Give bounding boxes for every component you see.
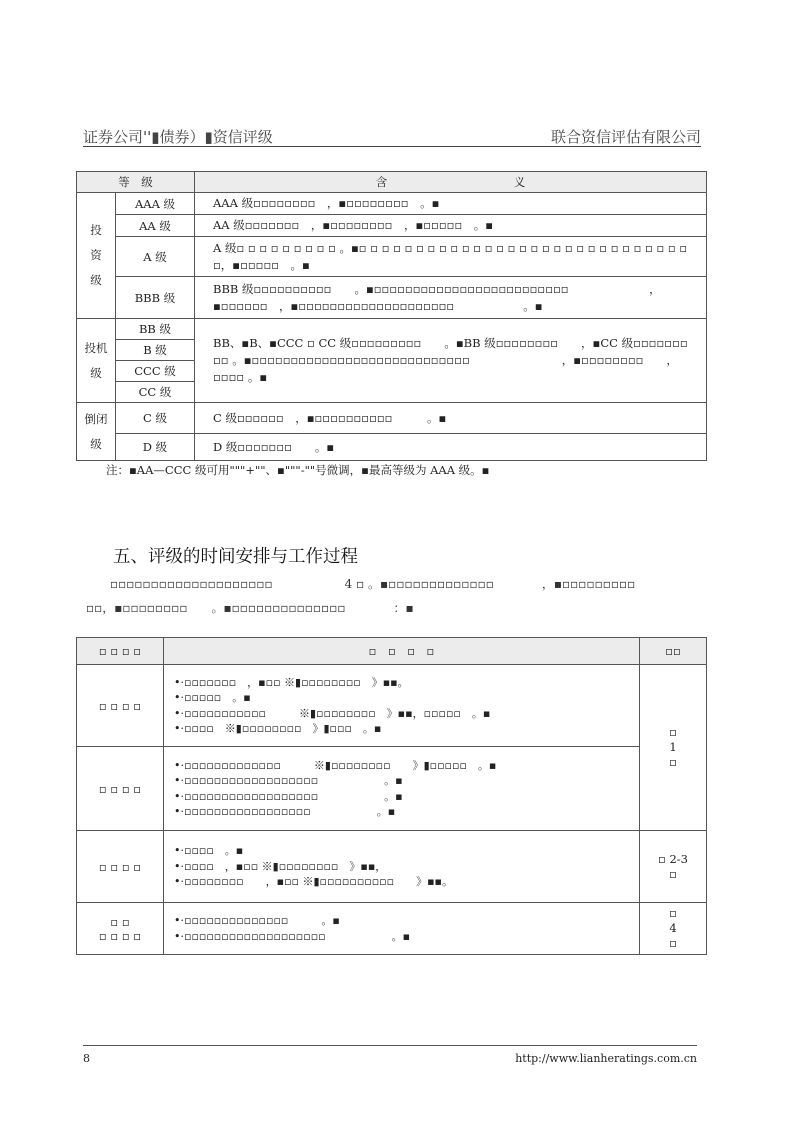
- grade-cell: AA 级: [116, 215, 195, 237]
- page-header: [83, 126, 701, 147]
- process-table: [76, 637, 707, 955]
- category-investment: 投 资 级: [77, 193, 116, 319]
- meaning-cell: A 级▫ ▫ ▫ ▫ ▫ ▫ ▫ ▫ ▫ 。▪▫ ▫ ▫ ▫ ▫ ▫ ▫ ▫ ▫ ▫ ▫ ▫ ▫ ▫ ▫ ▫ ▫ ▫ ▫ ▫ ▫ ▫ ▫ ▫ ▫ ▫ ▫ ▫ ▫ ▫，▪▫▫▫▫▫ 。▪: [195, 237, 707, 277]
- bullet-line: •·▫▫▫▫▫▫▫▫▫▫▫▫▫ ※▮▫▫▫▫▫▫▫▫ 》▮▫▫▫▫▫ 。▪: [174, 758, 497, 772]
- col-time-header: ▫▫: [640, 638, 707, 665]
- table-note: 注：▪AA—CCC 级可用"""+""、▪"""-""号微调，▪最高等级为 AAA 级。▪: [106, 463, 490, 477]
- paragraph-line: ▫▫▫▫▫▫▫▫▫▫▫▫▫▫▫▫▫▫▫▫ 4 ▫ 。▪▫▫▫▫▫▫▫▫▫▫▫▫▫ ，▪▫▫▫▫▫▫▫▫▫: [86, 577, 636, 591]
- header-title: 证券公司''▮债券）▮资信评级: [83, 128, 273, 146]
- section-title: 五、评级的时间安排与工作过程: [113, 547, 358, 567]
- col-grade-header: 等 级: [77, 172, 195, 193]
- stage-content: [164, 665, 640, 747]
- bullet-line: •·▫▫▫▫▫▫▫▫▫▫▫▫▫▫ 。▪: [174, 914, 340, 927]
- meaning-cell: AA 级▫▫▫▫▫▫▫ ，▪▫▫▫▫▫▫▫▫ ，▪▫▫▫▫▫ 。▪: [195, 215, 707, 237]
- bullet-line: •·▫▫▫▫▫▫▫▫▫▫▫ ※▮▫▫▫▫▫▫▫▫ 》▪▪，▫▫▫▫▫ 。▪: [174, 706, 491, 720]
- bullet-line: •·▫▫▫▫▫▫▫▫▫▫▫▫▫▫▫▫▫▫▫ 。▪: [174, 929, 411, 943]
- col-meaning-header: 含 义: [195, 172, 707, 193]
- time-cell: ▫ 1 ▫: [640, 665, 707, 831]
- category-speculative: 投机 级: [77, 319, 116, 403]
- meaning-cell: C 级▫▫▫▫▫▫ ，▪▫▫▫▫▫▫▫▫▫▫ 。▪: [195, 403, 707, 434]
- grade-cell: D 级: [116, 434, 195, 461]
- meaning-cell: D 级▫▫▫▫▫▫▫ 。▪: [195, 434, 707, 461]
- footer-url: http://www.lianheratings.com.cn: [515, 1052, 697, 1065]
- grade-cell: BB 级: [116, 319, 195, 340]
- meaning-cell: BB、▪B、▪CCC ▫ CC 级▫▫▫▫▫▫▫▫▫ 。▪BB 级▫▫▫▫▫▫▫▫ ，▪CC 级▫▫▫▫▫▫▫ ▫▫ 。▪▫▫▫▫▫▫▫▫▫▫▫▫▫▫▫▫▫▫▫▫▫▫▫▫▫▫▫▫ ，▪▫▫▫▫▫▫▫▫ ，▫▫▫▫ 。▪: [195, 319, 707, 403]
- grade-cell: BBB 级: [116, 277, 195, 319]
- grade-cell: A 级: [116, 237, 195, 277]
- grade-cell: B 级: [116, 340, 195, 361]
- section-paragraph: [86, 572, 706, 620]
- grade-cell: CCC 级: [116, 361, 195, 382]
- stage-content: [164, 747, 640, 831]
- category-default: 倒闭 级: [77, 403, 116, 461]
- stage-cell: ▫ ▫ ▫ ▫ ▫ ▫: [77, 903, 164, 955]
- grade-cell: AAA 级: [116, 193, 195, 215]
- stage-content: [164, 903, 640, 955]
- bullet-line: •·▫▫▫▫▫▫▫▫▫▫▫▫▫▫▫▫▫▫ 。▪: [174, 774, 403, 787]
- stage-cell: ▫ ▫ ▫ ▫: [77, 831, 164, 903]
- paragraph-line: ▫▫，▪▫▫▫▫▫▫▫▫ 。▪▫▫▫▫▫▫▫▫▫▫▫▫▫▫ ：▪: [86, 601, 414, 615]
- bullet-line: •·▫▫▫▫ ，▪▫▫ ※▮▫▫▫▫▫▫▫▫ 》▪▪，: [174, 859, 387, 873]
- page-footer: [83, 1045, 697, 1065]
- bullet-line: •·▫▫▫▫▫ 。▪: [174, 691, 251, 704]
- stage-cell: ▫ ▫ ▫ ▫: [77, 747, 164, 831]
- grade-cell: C 级: [116, 403, 195, 434]
- bullet-line: •·▫▫▫▫▫▫▫ ，▪▫▫ ※▮▫▫▫▫▫▫▫▫ 》▪▪。: [174, 675, 409, 689]
- stage-cell: ▫ ▫ ▫ ▫: [77, 665, 164, 747]
- time-cell: ▫ 2-3 ▫: [640, 831, 707, 903]
- grade-cell: CC 级: [116, 382, 195, 403]
- meaning-cell: AAA 级▫▫▫▫▫▫▫▫ ，▪▫▫▫▫▫▫▫▫ 。▪: [195, 193, 707, 215]
- col-content-header: ▫ ▫ ▫ ▫: [164, 638, 640, 665]
- time-cell: ▫ 4 ▫: [640, 903, 707, 955]
- stage-content: [164, 831, 640, 903]
- header-company: 联合资信评估有限公司: [550, 128, 701, 146]
- bullet-line: •·▫▫▫▫▫▫▫▫▫▫▫▫▫▫▫▫▫ 。▪: [174, 805, 396, 818]
- bullet-line: •·▫▫▫▫ 。▪: [174, 844, 244, 858]
- bullet-line: •·▫▫▫▫▫▫▫▫▫▫▫▫▫▫▫▫▫▫ 。▪: [174, 789, 403, 803]
- col-stage-header: ▫ ▫ ▫ ▫: [77, 638, 164, 665]
- page-number: 8: [83, 1052, 90, 1065]
- bullet-line: •·▫▫▫▫ ※▮▫▫▫▫▫▫▫▫ 》▮▫▫▫ 。▪: [174, 722, 382, 735]
- meaning-cell: BBB 级▫▫▫▫▫▫▫▫▫▫ 。▪▫▫▫▫▫▫▫▫▫▫▫▫▫▫▫▫▫▫▫▫▫▫▫▫▫ ，▪▫▫▫▫▫▫ ，▪▫▫▫▫▫▫▫▫▫▫▫▫▫▫▫▫▫▫▫▫ 。▪: [195, 277, 707, 319]
- bullet-line: •·▫▫▫▫▫▫▫▫ ，▪▫▫ ※▮▫▫▫▫▫▫▫▫▫▫ 》▪▪。: [174, 875, 454, 889]
- ratings-table: [76, 171, 707, 461]
